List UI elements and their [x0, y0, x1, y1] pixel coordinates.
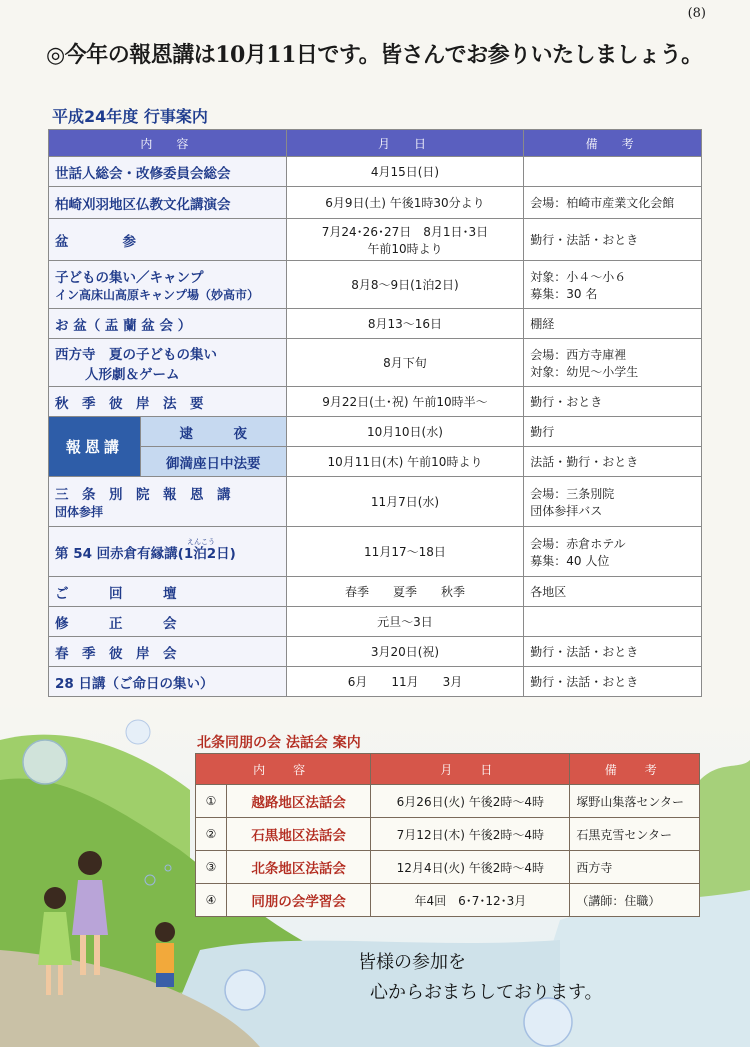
event-date: 12月4日(火) 午後2時～4時	[371, 851, 570, 884]
hoonko-group-label: 報恩講	[49, 417, 141, 477]
event-date: 年4回 6･7･12･3月	[371, 884, 570, 917]
event-date	[286, 219, 524, 261]
event-name: 越路地区法話会	[226, 785, 370, 818]
event-date: 6月 11月 3月	[286, 667, 524, 697]
event-name: 28 日講（ご命日の集い）	[49, 667, 287, 697]
header-date: 月 日	[286, 130, 524, 157]
event-name: お 盆（ 盂 蘭 盆 会 ）	[49, 309, 287, 339]
event-date: 6月9日(土) 午後1時30分より	[286, 187, 524, 219]
event-name-line1: 子どもの集い／キャンプ	[55, 270, 204, 286]
table-row	[49, 157, 702, 187]
table-row	[196, 785, 700, 818]
event-date-line1: 7月24･26･27日 8月1日･3日	[321, 224, 489, 239]
event-name: 同朋の会学習会	[226, 884, 370, 917]
event-note-line1: 会場：西方寺庫裡	[530, 347, 627, 362]
event-date: 3月20日(祝)	[286, 637, 524, 667]
table-row	[49, 387, 702, 417]
row-number: ①	[196, 785, 227, 818]
dharma-table	[195, 753, 700, 917]
event-date: 元旦～3日	[286, 607, 524, 637]
table-row	[49, 477, 702, 527]
event-name	[49, 261, 287, 309]
table-row	[49, 417, 702, 447]
table-row	[49, 607, 702, 637]
event-name-line2: イン高床山高原キャンプ場（妙高市）	[55, 288, 260, 302]
event-name: 石黒地区法話会	[226, 818, 370, 851]
event-note: 棚経	[524, 309, 702, 339]
event-date: 8月下旬	[286, 339, 524, 387]
event-name-line1: 三 条 別 院 報 恩 講	[55, 487, 231, 503]
event-note	[524, 261, 702, 309]
event-name-with-ruby	[55, 537, 236, 562]
page-number: (8)	[687, 6, 706, 21]
event-note-line2: 対象：幼児～小学生	[530, 364, 639, 379]
event-name	[49, 477, 287, 527]
event-note: 法話・勤行・おとき	[524, 447, 702, 477]
event-name-line2: 団体参拝	[55, 505, 104, 519]
schedule-table	[48, 129, 702, 697]
event-note-line1: 会場：三条別院	[530, 486, 615, 501]
event-date: 8月8～9日(1泊2日)	[286, 261, 524, 309]
event-note	[524, 157, 702, 187]
event-name: 柏崎刈羽地区仏教文化講演会	[49, 187, 287, 219]
row-number: ②	[196, 818, 227, 851]
event-note: 勤行・法話・おとき	[524, 637, 702, 667]
event-name-line1: 西方寺 夏の子どもの集い	[55, 346, 217, 363]
event-date: 8月13～16日	[286, 309, 524, 339]
headline: ◎今年の報恩講は10月11日です。皆さんでお参りいたしましょう。	[46, 42, 703, 68]
event-note: 勤行・法話・おとき	[524, 219, 702, 261]
table-row	[196, 851, 700, 884]
event-date: 9月22日(土･祝) 午前10時半～	[286, 387, 524, 417]
event-note-line2: 団体参拝バス	[530, 503, 603, 518]
event-note: 会場：柏崎市産業文化会館	[524, 187, 702, 219]
event-note-line2: 募集：30 名	[530, 286, 598, 301]
event-note: 塚野山集落センター	[570, 785, 700, 818]
event-name-line2: 人形劇＆ゲーム	[85, 366, 180, 383]
ruby-reading: えんこう	[187, 537, 215, 546]
event-name	[49, 339, 287, 387]
event-note: 石黒克雪センター	[570, 818, 700, 851]
table-row	[196, 884, 700, 917]
event-name: 逮 夜	[140, 417, 286, 447]
table-row	[49, 187, 702, 219]
header-content: 内 容	[196, 754, 371, 785]
event-note-line1: 会場：赤倉ホテル	[530, 536, 626, 551]
event-date: 10月11日(木) 午前10時より	[286, 447, 524, 477]
header-note: 備 考	[570, 754, 700, 785]
event-name: 北条地区法話会	[226, 851, 370, 884]
event-note: 西方寺	[570, 851, 700, 884]
table-row	[49, 667, 702, 697]
event-date: 11月17～18日	[286, 527, 524, 577]
event-name-text: 第 54 回赤倉有縁講(1泊2日)	[55, 545, 236, 562]
event-date: 7月12日(木) 午後2時～4時	[371, 818, 570, 851]
header-content: 内 容	[49, 130, 287, 157]
event-date: 6月26日(火) 午後2時～4時	[371, 785, 570, 818]
event-name: ご 回 壇	[49, 577, 287, 607]
closing-line2: 心からおまちしております。	[370, 982, 603, 1003]
dharma-title: 北条同朋の会 法話会 案内	[197, 735, 361, 751]
table-row	[196, 818, 700, 851]
header-date: 月 日	[371, 754, 570, 785]
event-note-line1: 対象：小４～小６	[530, 269, 627, 284]
event-name: 春 季 彼 岸 会	[49, 637, 287, 667]
closing-message	[358, 948, 603, 1008]
table-row	[49, 261, 702, 309]
schedule-header-row	[49, 130, 702, 157]
event-note	[524, 339, 702, 387]
event-name: 修 正 会	[49, 607, 287, 637]
event-name	[49, 527, 287, 577]
table-row	[49, 219, 702, 261]
table-row	[49, 527, 702, 577]
event-date: 春季 夏季 秋季	[286, 577, 524, 607]
event-date: 4月15日(日)	[286, 157, 524, 187]
header-note: 備 考	[524, 130, 702, 157]
table-row	[49, 309, 702, 339]
event-name: 世話人総会・改修委員会総会	[49, 157, 287, 187]
event-date: 10月10日(水)	[286, 417, 524, 447]
dharma-header-row	[196, 754, 700, 785]
event-note: 勤行	[524, 417, 702, 447]
event-name: 盆 参	[49, 219, 287, 261]
event-note	[524, 477, 702, 527]
table-row	[49, 339, 702, 387]
event-note: 勤行・法話・おとき	[524, 667, 702, 697]
closing-line1: 皆様の参加を	[358, 952, 466, 973]
event-note	[524, 607, 702, 637]
event-note-line2: 募集：40 人位	[530, 553, 610, 568]
event-note: 勤行・おとき	[524, 387, 702, 417]
table-row	[49, 447, 702, 477]
event-name: 秋 季 彼 岸 法 要	[49, 387, 287, 417]
row-number: ④	[196, 884, 227, 917]
schedule-title: 平成24年度 行事案内	[52, 107, 208, 126]
event-note: （講師：住職）	[570, 884, 700, 917]
event-date: 11月7日(水)	[286, 477, 524, 527]
table-row	[49, 637, 702, 667]
row-number: ③	[196, 851, 227, 884]
event-date-line2: 午前10時より	[367, 241, 443, 256]
event-name: 御満座日中法要	[140, 447, 286, 477]
event-note	[524, 527, 702, 577]
event-note: 各地区	[524, 577, 702, 607]
table-row	[49, 577, 702, 607]
